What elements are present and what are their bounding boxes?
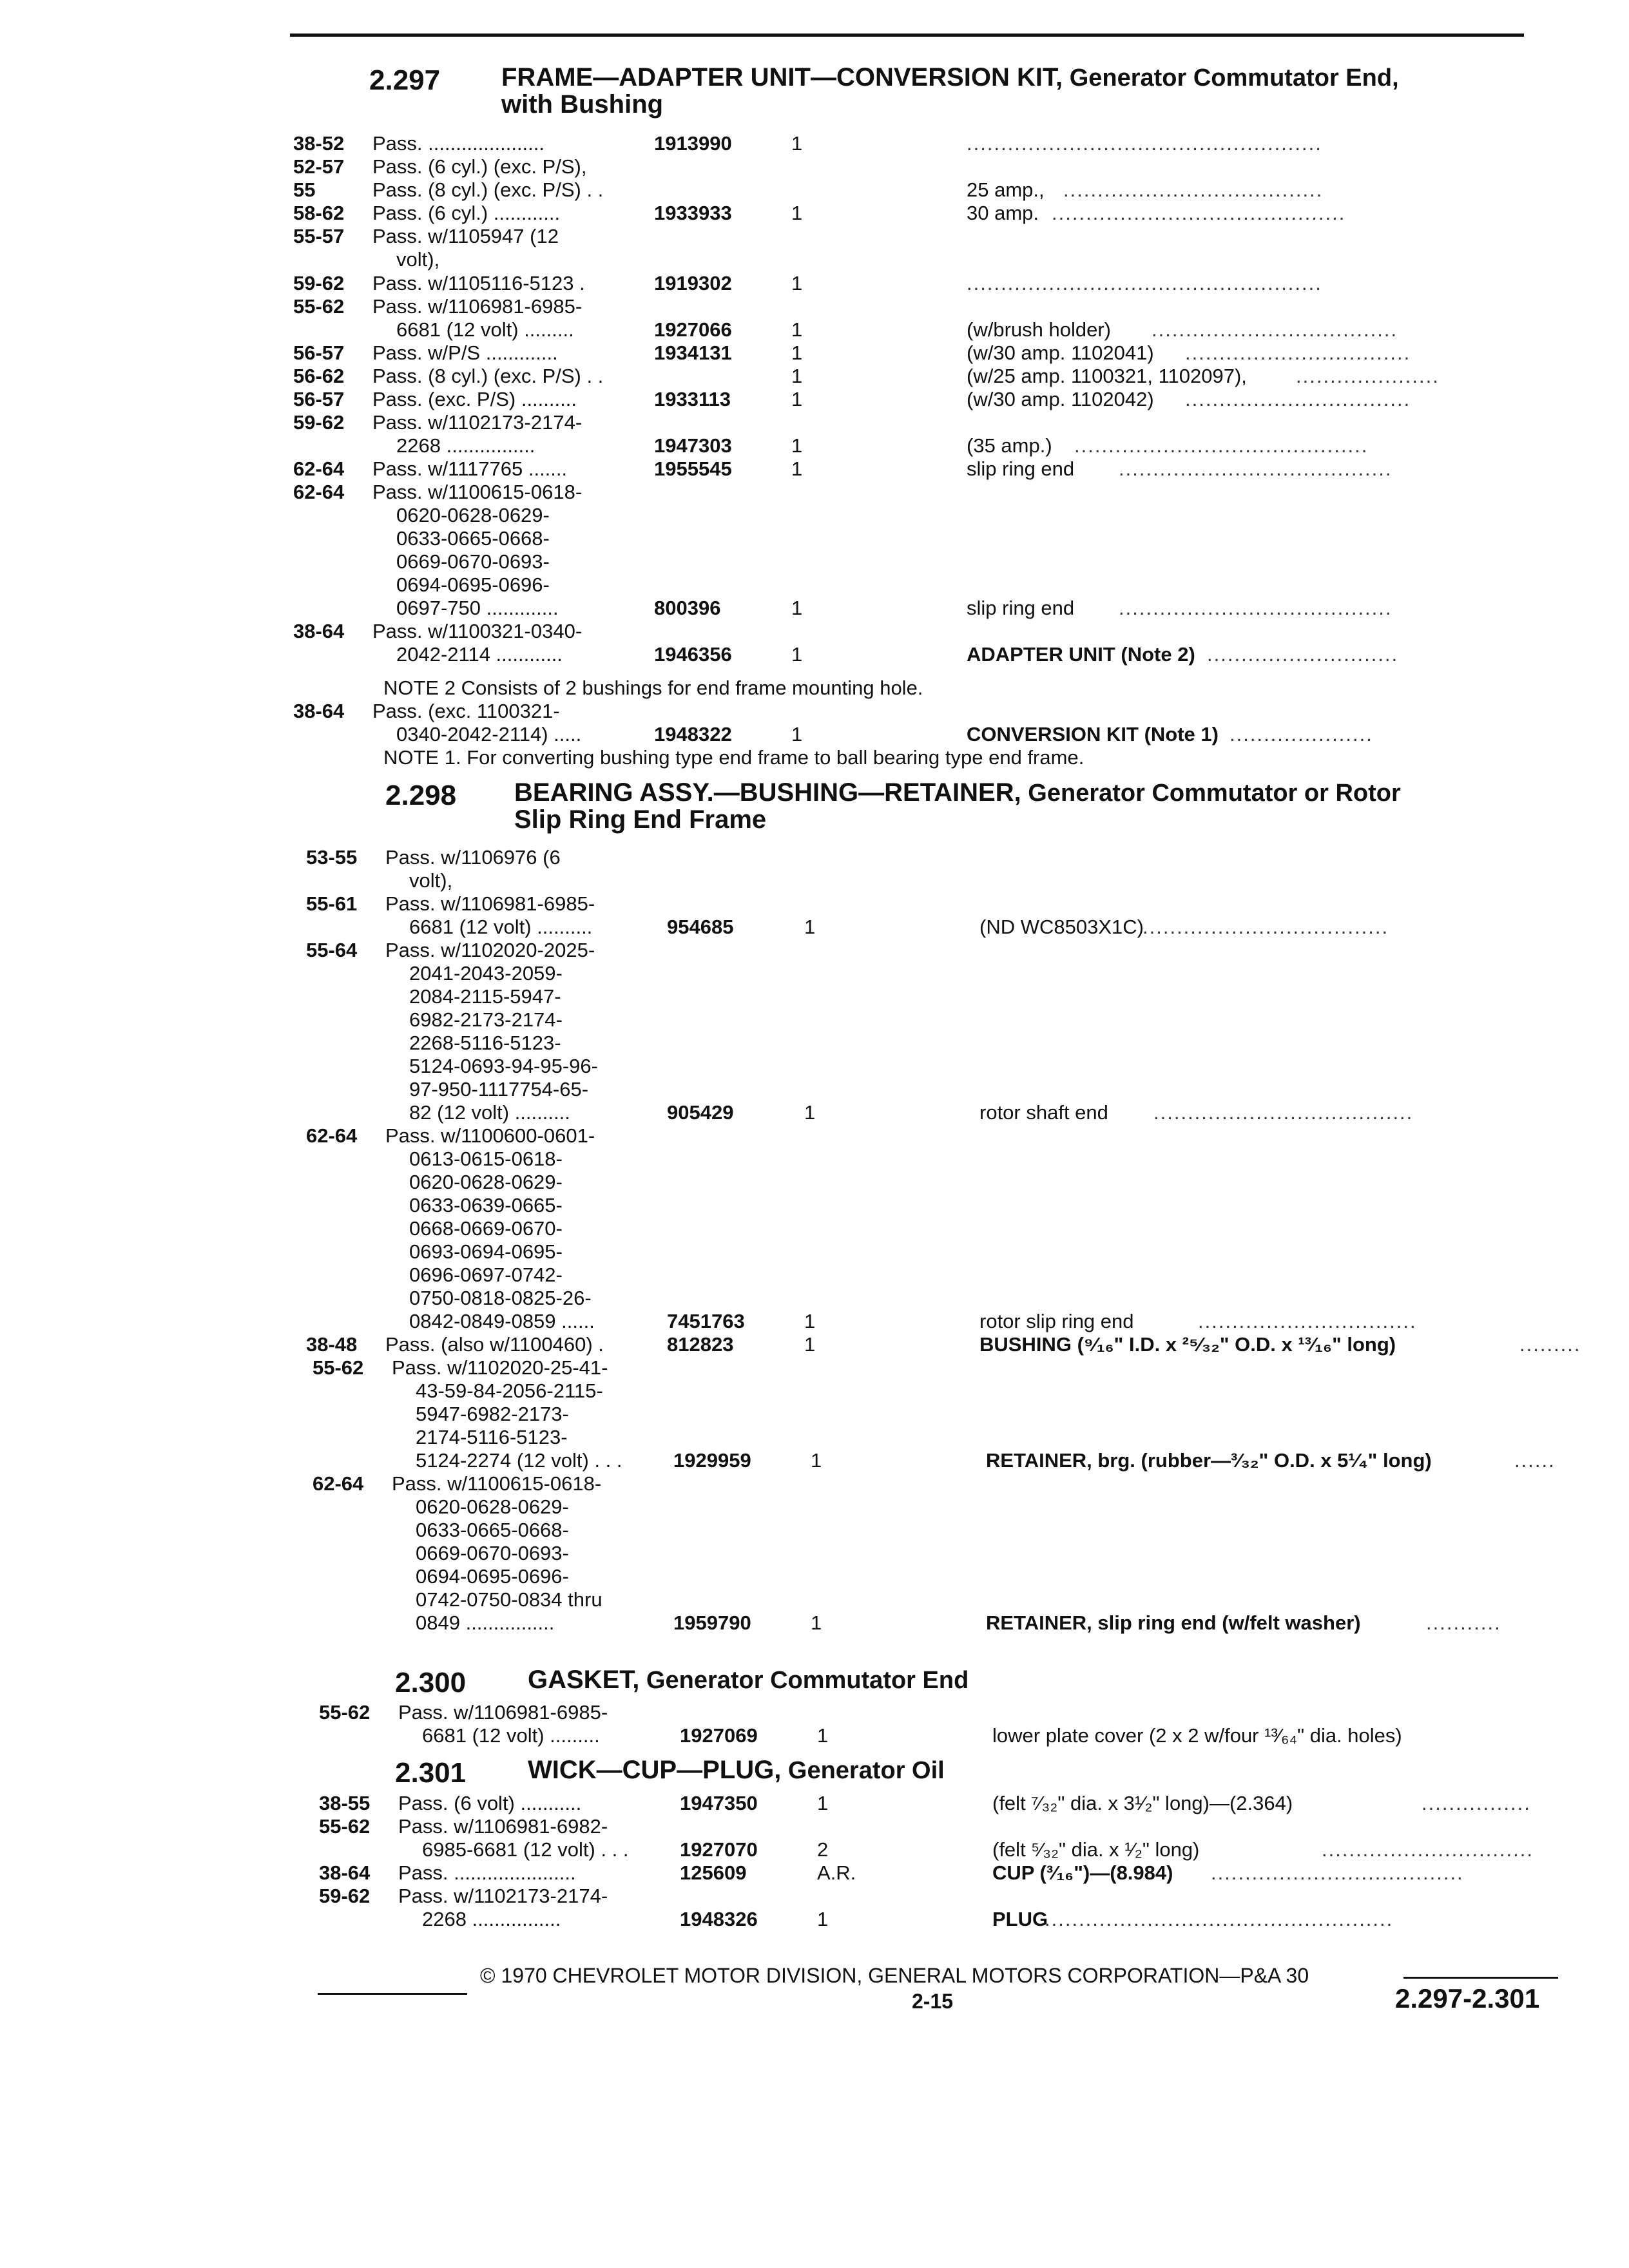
application: 5124-2274 (12 volt) . . . [416, 1449, 622, 1472]
table-row [0, 573, 1629, 597]
table-row [0, 457, 1629, 481]
model-years: 55 [293, 178, 316, 201]
quantity: 1 [791, 388, 803, 410]
table-row [0, 1310, 1629, 1333]
table-row [0, 411, 1629, 434]
application: Pass. (8 cyl.) (exc. P/S) . . [372, 178, 604, 201]
application: 0620-0628-0629- [396, 504, 550, 526]
dot-leader: ............................... [1322, 1838, 1534, 1861]
part-number: 1927070 [680, 1838, 758, 1861]
table-row [0, 1908, 1629, 1931]
model-years: 38-64 [293, 700, 345, 722]
application: Pass. w/1102173-2174- [398, 1885, 608, 1907]
application: Pass. (also w/1100460) . [385, 1333, 604, 1356]
table-row [0, 1611, 1629, 1635]
part-number: 1927066 [654, 318, 732, 341]
model-years: 38-55 [319, 1792, 371, 1814]
dot-leader: ................................. [1185, 341, 1411, 364]
table-row [0, 341, 1629, 365]
model-years: 55-57 [293, 225, 345, 247]
remarks: rotor slip ring end [979, 1310, 1134, 1332]
application: Pass. (6 volt) ........... [398, 1792, 582, 1814]
table-row [0, 962, 1629, 985]
quantity: 1 [817, 1724, 829, 1747]
application: 0693-0694-0695- [409, 1240, 563, 1263]
dot-leader: .................................... [1142, 916, 1389, 938]
table-row [0, 1542, 1629, 1565]
quantity: 1 [791, 457, 803, 480]
model-years: 38-64 [319, 1861, 371, 1884]
model-years: 38-64 [293, 620, 345, 642]
remarks: 25 amp., [967, 178, 1045, 201]
application: 2042-2114 ............ [396, 643, 563, 666]
application: Pass. w/1106981-6982- [398, 1815, 608, 1838]
dot-leader: ........... [1426, 1611, 1501, 1634]
part-number: 7451763 [667, 1310, 745, 1332]
model-years: 55-62 [293, 295, 345, 318]
part-number: 1948326 [680, 1908, 758, 1930]
part-number: 1955545 [654, 457, 732, 480]
application: 82 (12 volt) .......... [409, 1101, 570, 1124]
dot-leader: ........................................... [1052, 202, 1346, 224]
table-row [0, 1885, 1629, 1908]
table-row [0, 723, 1629, 746]
table-row [0, 643, 1629, 666]
quantity: 2 [817, 1838, 829, 1861]
quantity: 1 [817, 1908, 829, 1930]
part-number: 1959790 [673, 1611, 751, 1634]
table-row [0, 1032, 1629, 1055]
dot-leader: ................................................... [1045, 1908, 1394, 1930]
part-number: 1947303 [654, 434, 732, 457]
model-years: 58-62 [293, 202, 345, 224]
page-number: 2-15 [912, 1990, 954, 2013]
dot-leader: ................ [1422, 1792, 1531, 1814]
application: 6982-2173-2174- [409, 1008, 563, 1031]
application: Pass. w/1106981-6985- [398, 1701, 608, 1724]
model-years: 62-64 [313, 1472, 364, 1495]
section-title-line2: with Bushing [501, 90, 664, 119]
remarks: ADAPTER UNIT (Note 2) [967, 643, 1195, 666]
table-row [0, 1264, 1629, 1287]
top-rule [290, 34, 1524, 37]
table-row [0, 155, 1629, 178]
table-row [0, 1148, 1629, 1171]
dot-leader: ..................................... [1211, 1861, 1464, 1884]
application: Pass. w/1100321-0340- [372, 620, 583, 642]
quantity: 1 [804, 1101, 816, 1124]
application: Pass. w/1106981-6985- [372, 295, 583, 318]
section-number: 2.300 [395, 1667, 467, 1698]
part-number: 1913990 [654, 132, 732, 155]
quantity: 1 [817, 1792, 829, 1814]
application: Pass. w/1106981-6985- [385, 892, 595, 915]
part-number: 905429 [667, 1101, 734, 1124]
footer-rule-left [318, 1993, 467, 1995]
table-row [0, 939, 1629, 962]
application: Pass. w/1100615-0618- [372, 481, 583, 503]
application: 43-59-84-2056-2115- [416, 1379, 603, 1402]
model-years: 62-64 [306, 1124, 358, 1147]
application: 0694-0695-0696- [416, 1565, 569, 1588]
remarks: CUP (³⁄₁₆")—(8.984) [992, 1861, 1173, 1884]
remarks: (35 amp.) [967, 434, 1052, 457]
table-row [0, 1101, 1629, 1124]
remarks: BUSHING (⁹⁄₁₆" I.D. x ²⁵⁄₃₂" O.D. x ¹³⁄₁₆" long) [979, 1333, 1396, 1356]
part-number: 1919302 [654, 272, 732, 294]
application: Pass. w/1100600-0601- [385, 1124, 595, 1147]
remarks: slip ring end [967, 597, 1075, 619]
model-years: 59-62 [293, 411, 345, 434]
table-row [0, 434, 1629, 457]
section-title: GASKET, Generator Commutator End [528, 1666, 969, 1694]
remarks: (w/brush holder) [967, 318, 1111, 341]
application: Pass. w/P/S ............. [372, 341, 558, 364]
application: 0669-0670-0693- [416, 1542, 569, 1564]
table-row [0, 1287, 1629, 1310]
application: 2041-2043-2059- [409, 962, 563, 985]
application: 0842-0849-0859 ...... [409, 1310, 595, 1332]
table-row [0, 1449, 1629, 1472]
application: 0613-0615-0618- [409, 1148, 563, 1170]
application: Pass. (exc. P/S) .......... [372, 388, 577, 410]
model-years: 55-62 [313, 1356, 364, 1379]
table-row [0, 1519, 1629, 1542]
model-years: 56-62 [293, 365, 345, 387]
application: 0633-0665-0668- [416, 1519, 569, 1541]
model-years: 62-64 [293, 481, 345, 503]
application: 0742-0750-0834 thru [416, 1588, 602, 1611]
dot-leader: ............................ [1207, 643, 1399, 666]
application: Pass. (exc. 1100321- [372, 700, 560, 722]
remarks: RETAINER, brg. (rubber—³⁄₃₂" O.D. x 5¹⁄₄" long) [986, 1449, 1432, 1472]
application: Pass. w/1102020-25-41- [392, 1356, 608, 1379]
remarks: (felt ⁵⁄₃₂" dia. x ¹⁄₂" long) [992, 1838, 1200, 1861]
note-1: NOTE 1. For converting bushing type end frame to ball bearing type end frame. [383, 746, 1084, 769]
table-row [0, 504, 1629, 527]
application: Pass. w/1100615-0618- [392, 1472, 602, 1495]
application: 6681 (12 volt) ......... [422, 1724, 600, 1747]
application: Pass. ..................... [372, 132, 545, 155]
remarks: (ND WC8503X1C) [979, 916, 1144, 938]
application: Pass. (6 cyl.) ............ [372, 202, 561, 224]
section-number: 2.298 [385, 780, 457, 811]
dot-leader: ...................................... [1153, 1101, 1414, 1124]
part-number: 1948322 [654, 723, 732, 745]
dot-leader: ...... [1514, 1449, 1556, 1472]
quantity: 1 [791, 318, 803, 341]
footer-copyright: © 1970 CHEVROLET MOTOR DIVISION, GENERAL MOTORS CORPORATION—P&A 30 [480, 1964, 1309, 1987]
table-row [0, 916, 1629, 939]
dot-leader: .................................... [1152, 318, 1398, 341]
section-number: 2.301 [395, 1757, 467, 1789]
quantity: 1 [811, 1611, 822, 1634]
application: 0849 ................ [416, 1611, 555, 1634]
table-row [0, 1792, 1629, 1815]
application: Pass. w/1102173-2174- [372, 411, 583, 434]
table-row [0, 597, 1629, 620]
table-row [0, 1701, 1629, 1724]
model-years: 55-62 [319, 1815, 371, 1838]
section-2-298 [385, 780, 1558, 838]
model-years: 62-64 [293, 457, 345, 480]
dot-leader: ................................. [1185, 388, 1411, 410]
quantity: 1 [811, 1449, 822, 1472]
section-title: BEARING ASSY.—BUSHING—RETAINER, Generator Commutator or Rotor [514, 778, 1401, 807]
part-number: 1947350 [680, 1792, 758, 1814]
remarks: PLUG [992, 1908, 1048, 1930]
model-years: 38-48 [306, 1333, 358, 1356]
table-row [0, 1472, 1629, 1495]
application: 2268-5116-5123- [409, 1032, 561, 1054]
table-row [0, 985, 1629, 1008]
table-row [0, 248, 1629, 271]
table-row [0, 318, 1629, 341]
model-years: 59-62 [319, 1885, 371, 1907]
remarks: slip ring end [967, 457, 1075, 480]
remarks: (w/30 amp. 1102041) [967, 341, 1154, 364]
model-years: 55-62 [319, 1701, 371, 1724]
table-row [0, 225, 1629, 248]
quantity: 1 [791, 272, 803, 294]
table-row [0, 1124, 1629, 1148]
application: 5947-6982-2173- [416, 1403, 569, 1425]
dot-leader: ........................................ [1119, 457, 1393, 480]
table-row [0, 132, 1629, 155]
quantity: A.R. [817, 1861, 856, 1884]
quantity: 1 [791, 202, 803, 224]
quantity: 1 [791, 723, 803, 745]
table-row [0, 846, 1629, 869]
section-2-300 [395, 1667, 1362, 1699]
remarks: 30 amp. [967, 202, 1039, 224]
application: 6681 (12 volt) ......... [396, 318, 574, 341]
quantity: 1 [804, 1333, 816, 1356]
model-years: 53-55 [306, 846, 358, 869]
application: 0633-0639-0665- [409, 1194, 563, 1216]
application: 2174-5116-5123- [416, 1426, 568, 1448]
remarks: (w/30 amp. 1102042) [967, 388, 1154, 410]
table-row [0, 178, 1629, 202]
table-row [0, 1240, 1629, 1264]
quantity: 1 [791, 643, 803, 666]
table-row [0, 1838, 1629, 1861]
table-row [0, 1078, 1629, 1101]
quantity: 1 [791, 597, 803, 619]
table-row [0, 1724, 1629, 1747]
part-number: 1927069 [680, 1724, 758, 1747]
application: 0620-0628-0629- [416, 1495, 569, 1518]
table-row [0, 527, 1629, 550]
table-row [0, 1171, 1629, 1194]
table-row [0, 620, 1629, 643]
application: volt), [409, 869, 453, 892]
application: Pass. w/1102020-2025- [385, 939, 595, 961]
dot-leader: ........................................ [1119, 597, 1393, 619]
application: 5124-0693-94-95-96- [409, 1055, 598, 1077]
table-row [0, 1403, 1629, 1426]
dot-leader: ........................................... [1074, 434, 1369, 457]
section-title: FRAME—ADAPTER UNIT—CONVERSION KIT, Generator Commutator End, [501, 63, 1399, 91]
application: Pass. (6 cyl.) (exc. P/S), [372, 155, 587, 178]
quantity: 1 [791, 341, 803, 364]
table-row [0, 272, 1629, 295]
footer-rule-right [1403, 1977, 1558, 1979]
part-number: 125609 [680, 1861, 747, 1884]
table-row [0, 1861, 1629, 1885]
application: Pass. w/1105947 (12 [372, 225, 559, 247]
application: 2268 ................ [396, 434, 535, 457]
quantity: 1 [791, 365, 803, 387]
remarks: CONVERSION KIT (Note 1) [967, 723, 1219, 745]
dot-leader: .................................................... [967, 272, 1322, 294]
application: Pass. w/1105116-5123 . [372, 272, 585, 294]
application: 0696-0697-0742- [409, 1264, 563, 1286]
quantity: 1 [791, 434, 803, 457]
table-row [0, 1379, 1629, 1403]
model-years: 52-57 [293, 155, 345, 178]
table-row [0, 1217, 1629, 1240]
table-row [0, 295, 1629, 318]
table-row [0, 550, 1629, 573]
table-row [0, 1356, 1629, 1379]
table-row [0, 1426, 1629, 1449]
table-row [0, 1055, 1629, 1078]
dot-leader: ......... [1519, 1333, 1581, 1356]
application: 0668-0669-0670- [409, 1217, 563, 1240]
application: 2268 ................ [422, 1908, 561, 1930]
table-row [0, 481, 1629, 504]
section-title: WICK—CUP—PLUG, Generator Oil [528, 1756, 945, 1784]
table-row [0, 1008, 1629, 1032]
application: 0669-0670-0693- [396, 550, 550, 573]
quantity: 1 [804, 1310, 816, 1332]
remarks: rotor shaft end [979, 1101, 1108, 1124]
dot-leader: ................................ [1198, 1310, 1417, 1332]
part-number: 1929959 [673, 1449, 751, 1472]
quantity: 1 [791, 132, 803, 155]
remarks: (felt ⁷⁄₃₂" dia. x 3¹⁄₂" long)—(2.364) [992, 1792, 1293, 1814]
table-row [0, 700, 1629, 723]
application: 0340-2042-2114) ..... [396, 723, 582, 745]
table-row [0, 1333, 1629, 1356]
section-number: 2.297 [369, 64, 441, 96]
application: volt), [396, 248, 440, 271]
part-number: 954685 [667, 916, 734, 938]
table-row [0, 1194, 1629, 1217]
note-2: NOTE 2 Consists of 2 bushings for end frame mounting hole. [383, 677, 923, 699]
dot-leader: ...................................... [1063, 178, 1324, 201]
model-years: 59-62 [293, 272, 345, 294]
part-number: 1933933 [654, 202, 732, 224]
application: 0694-0695-0696- [396, 573, 550, 596]
table-row [0, 1588, 1629, 1611]
table-row [0, 1565, 1629, 1588]
table-row [0, 365, 1629, 388]
model-years: 55-64 [306, 939, 358, 961]
part-number: 800396 [654, 597, 721, 619]
table-row [0, 892, 1629, 916]
section-2-301 [395, 1757, 1362, 1789]
part-number: 1934131 [654, 341, 732, 364]
application: Pass. w/1106976 (6 [385, 846, 561, 869]
application: 97-950-1117754-65- [409, 1078, 589, 1100]
application: Pass. ...................... [398, 1861, 576, 1884]
table-row [0, 202, 1629, 225]
dot-leader: .................................................... [967, 132, 1322, 155]
part-number: 812823 [667, 1333, 734, 1356]
page-range: 2.297-2.301 [1395, 1983, 1540, 2013]
dot-leader: ..................... [1229, 723, 1373, 745]
table-row [0, 1495, 1629, 1519]
dot-leader: ..................... [1296, 365, 1440, 387]
application: 6681 (12 volt) .......... [409, 916, 593, 938]
model-years: 55-61 [306, 892, 358, 915]
application: Pass. (8 cyl.) (exc. P/S) . . [372, 365, 604, 387]
application: 0633-0665-0668- [396, 527, 550, 550]
model-years: 38-52 [293, 132, 345, 155]
table-row [0, 1815, 1629, 1838]
remarks: lower plate cover (2 x 2 w/four ¹³⁄₆₄" dia. holes) [992, 1724, 1402, 1747]
application: 2084-2115-5947- [409, 985, 561, 1008]
section-2-297 [369, 64, 1542, 122]
application: 0750-0818-0825-26- [409, 1287, 592, 1309]
application: 0697-750 ............. [396, 597, 559, 619]
remarks: (w/25 amp. 1100321, 1102097), [967, 365, 1247, 387]
model-years: 56-57 [293, 341, 345, 364]
model-years: 56-57 [293, 388, 345, 410]
application: 6985-6681 (12 volt) . . . [422, 1838, 629, 1861]
table-row [0, 388, 1629, 411]
remarks: RETAINER, slip ring end (w/felt washer) [986, 1611, 1361, 1634]
application: 0620-0628-0629- [409, 1171, 563, 1193]
application: Pass. w/1117765 ....... [372, 457, 568, 480]
section-title-line2: Slip Ring End Frame [514, 805, 767, 834]
quantity: 1 [804, 916, 816, 938]
table-row [0, 869, 1629, 892]
part-number: 1933113 [654, 388, 731, 410]
part-number: 1946356 [654, 643, 732, 666]
